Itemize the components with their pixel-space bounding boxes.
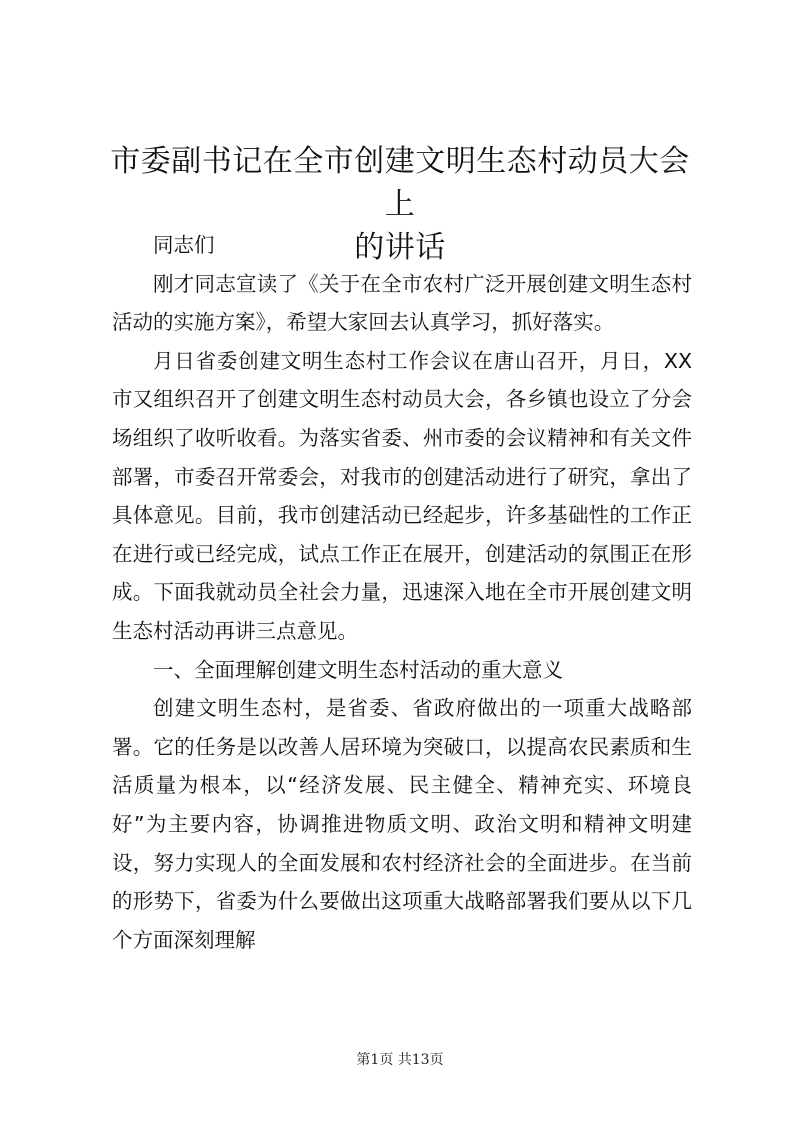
document-body (112, 226, 692, 959)
title-line-2: 的讲话 (354, 230, 446, 265)
title-line-1: 市委副书记在全市创建文明生态村动员大会上 (110, 144, 690, 222)
body-paragraph: 刚才同志宣读了《关于在全市农村广泛开展创建文明生态村活动的实施方案》，希望大家回去认真学习，抓好落实。 (112, 271, 692, 335)
body-paragraph: 月日省委创建文明生态村工作会议在唐山召开，月日，XX市又组织召开了创建文明生态村动员大会，各乡镇也设立了分会场组织了收听收看。为落实省委、州市委的会议精神和有关文件部署，市委召开常委会，对我市的创建活动进行了研究，拿出了具体意见。目前，我市创建活动已经起步，许多基础性的工作正在进行或已经完成，试点工作正在展开，创建活动的氛围正在形成。下面我就动员全社会力量，迅速深入地在全市开展创建文明生态村活动再讲三点意见。 (112, 348, 692, 643)
page-number-footer: 第1页 共13页 (356, 1052, 444, 1068)
section-heading: 一、全面理解创建文明生态村活动的重大意义 (153, 657, 563, 682)
salutation-paragraph: 同志们 (153, 233, 215, 257)
body-paragraph: 创建文明生态村，是省委、省政府做出的一项重大战略部署。它的任务是以改善人居环境为突破口，以提高农民素质和生活质量为根本，以“经济发展、民主健全、精神充实、环境良好”为主要内容，协调推进物质文明、政治文明和精神文明建设，努力实现人的全面发展和农村经济社会的全面进步。在当前的形势下，省委为什么要做出这项重大战略部署我们要从以下几个方面深刻理解 (112, 696, 692, 952)
